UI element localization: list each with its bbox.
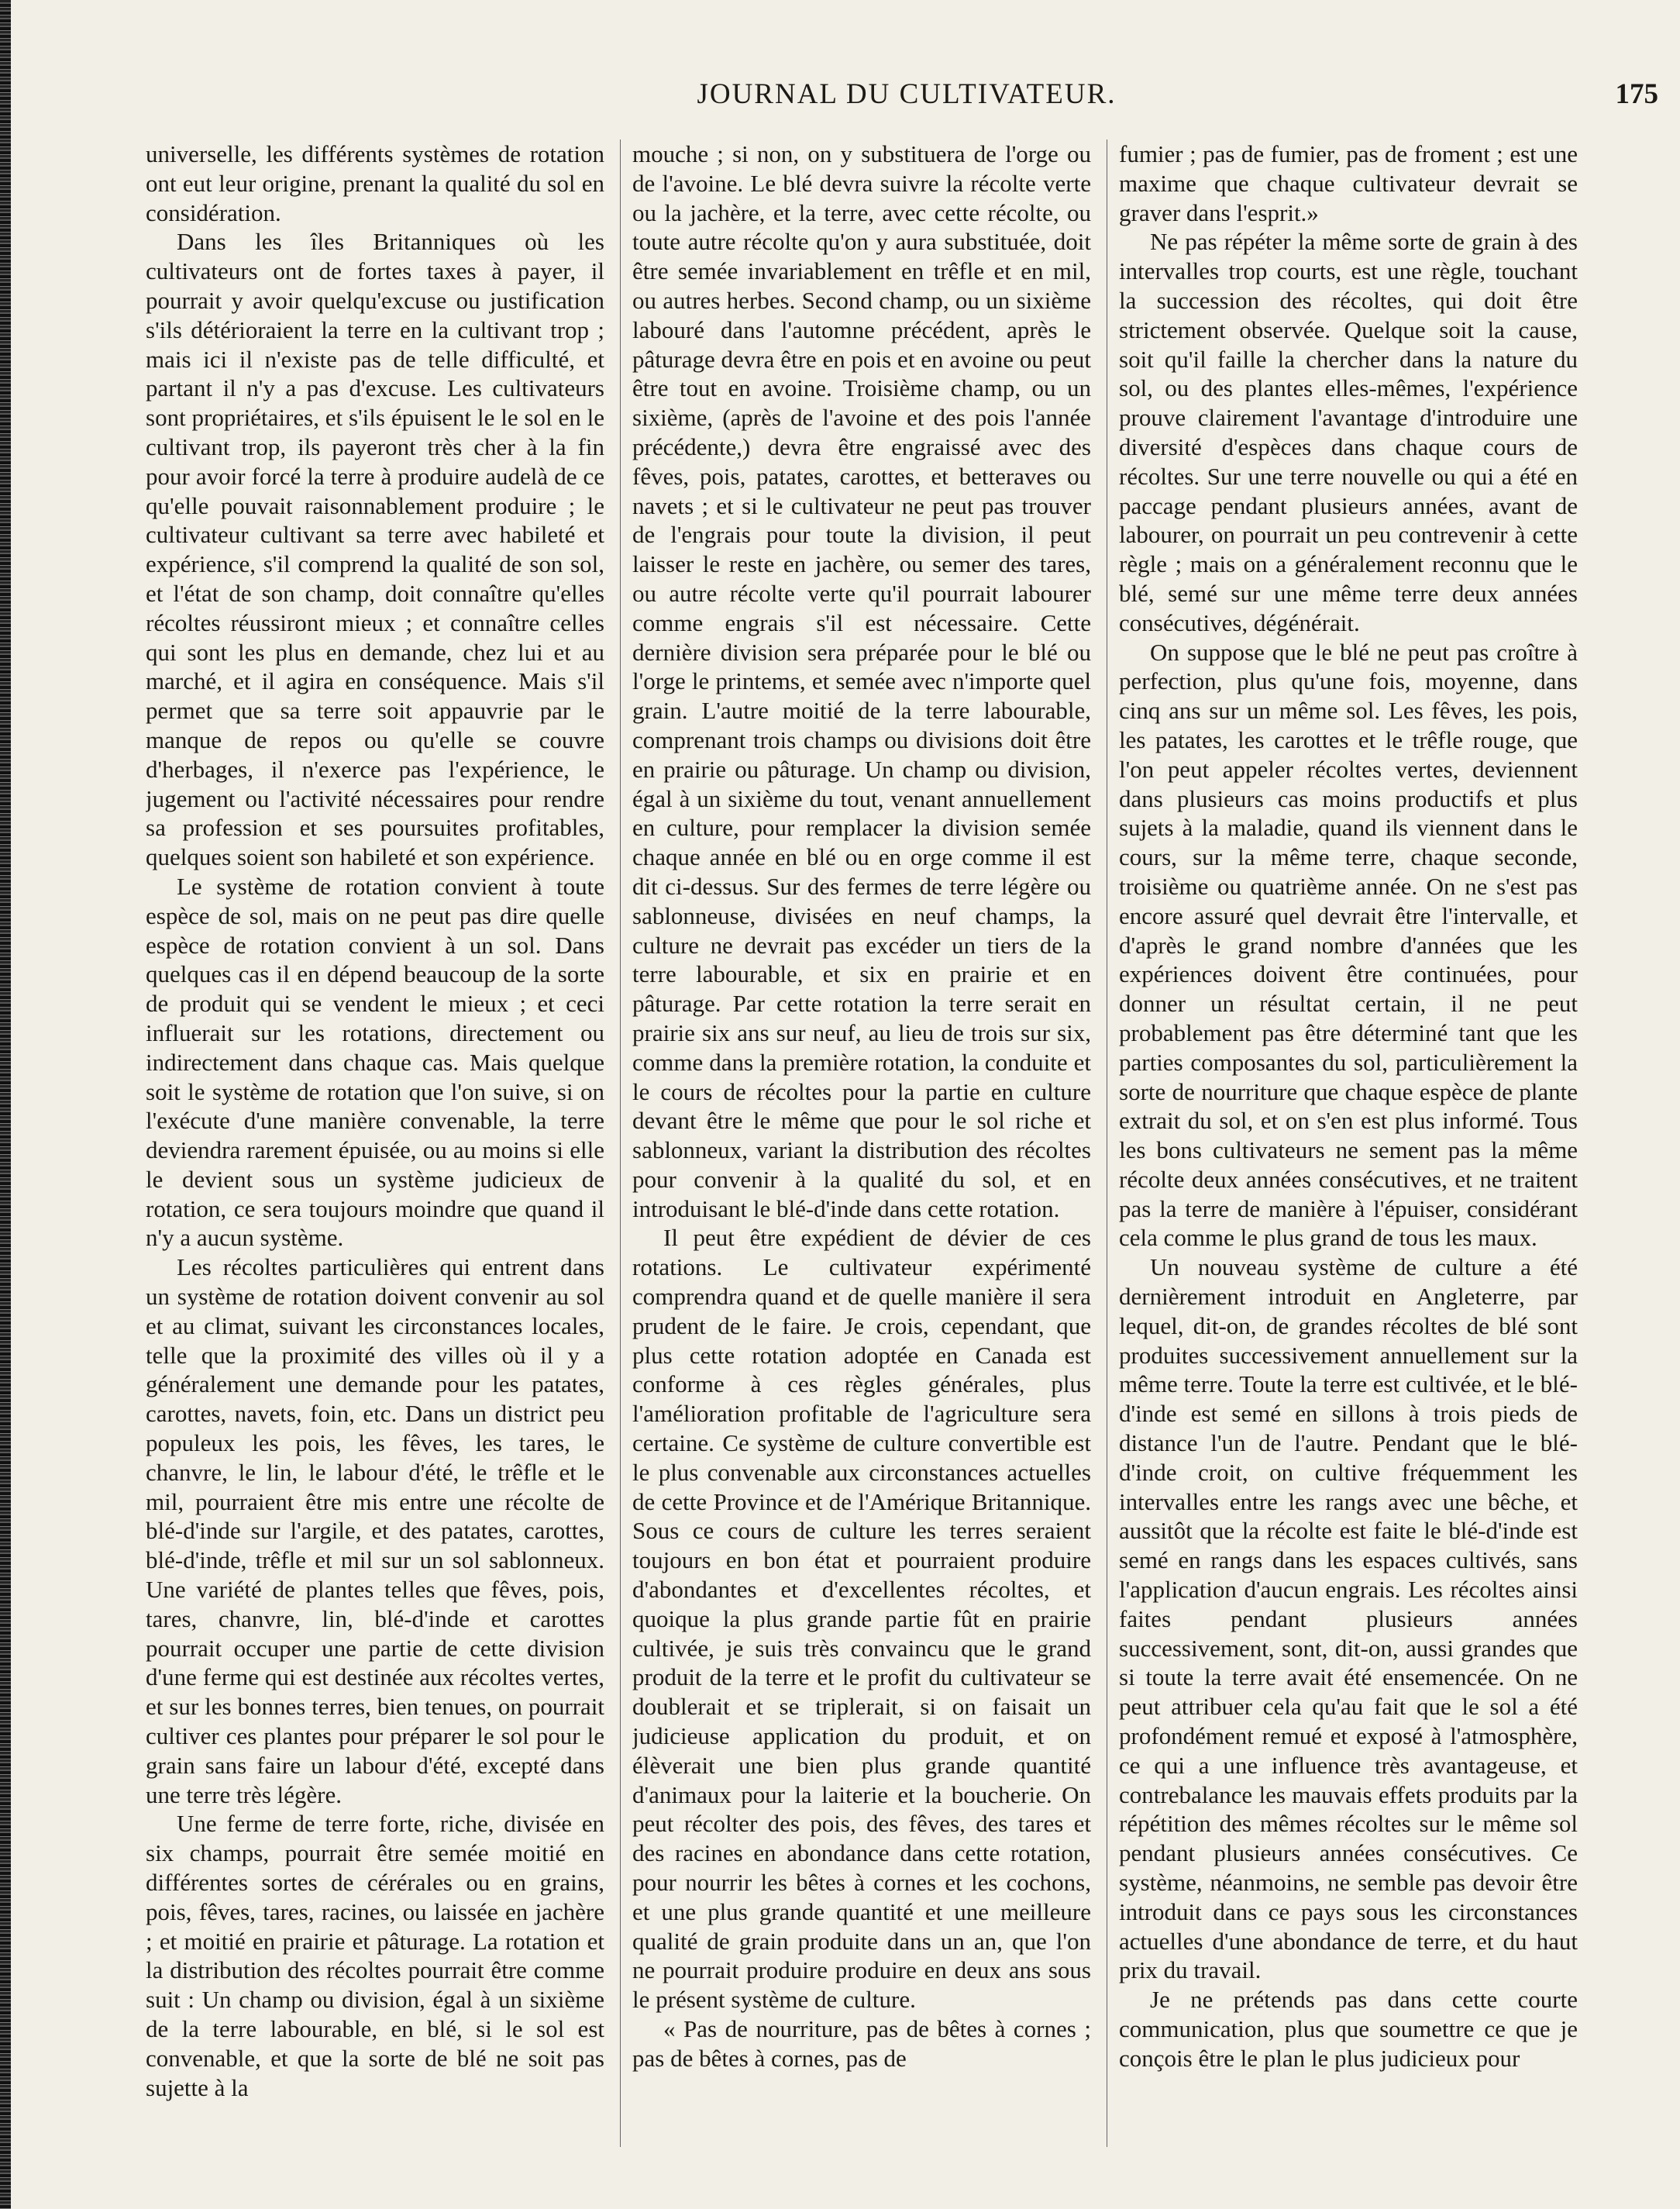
paragraph: Le système de rotation convient à toute espèce de sol, mais on ne peut pas dire quelle espèce de rotation convient à un sol. Dans quelques cas il en dépend beaucoup de la sorte de produit qui se vendent le mieux ; et ceci influerait sur les rotations, directement ou indirectement dans chaque cas. Mais quelque soit le système de rotation que l'on suive, si on l'exécute d'une manière convenable, la terre deviendra rarement épuisée, ou au moins si elle le devient sous un système judicieux de rotation, ce sera toujours moindre que quand il n'y a aucun système. [146, 872, 604, 1252]
paragraph: Un nouveau système de culture a été dernièrement introduit en Angleterre, par lequel, dit-on, de grandes récoltes de blé sont produites successivement annuellement sur la même terre. Toute la terre est cultivée, et le blé-d'inde est semé en sillons à trois pieds de distance l'un de l'autre. Pendant que le blé-d'inde croit, on cultive fréquemment les intervalles entre les rangs avec une bêche, et aussitôt que la récolte est faite le blé-d'inde est semé en rangs dans les espaces cultivés, sans l'application d'aucun engrais. Les récoltes ainsi faites pendant plusieurs années successivement, sont, dit-on, aussi grandes que si toute la terre avait été ensemencée. On ne peut attribuer cela qu'au fait que le sol a été profondément remué et exposé à l'atmosphère, ce qui a une influence très avantageuse, et contrebalance les mauvais effets produits par la répétition des mêmes récoltes sur le même sol pendant plusieurs années consécutives. Ce système, néanmoins, ne semble pas devoir être introduit dans ce pays sous les circonstances actuelles d'une abondance de terre, et du haut prix du travail. [1119, 1253, 1578, 1984]
paragraph: mouche ; si non, on y substituera de l'orge ou de l'avoine. Le blé devra suivre la récolte verte ou la jachère, et la terre, avec cette récolte, ou toute autre récolte qu'on y aura substituée, doit être semée invariablement en trêfle et en mil, ou autres herbes. Second champ, ou un sixième labouré dans l'automne précédent, après le pâturage devra être en pois et en avoine ou peut être tout en avoine. Troisième champ, ou un sixième, (après de l'avoine et des pois l'année précédente,) devra être engraissé avec des fêves, pois, patates, carottes, et betteraves ou navets ; et si le cultivateur ne peut pas trouver de l'engrais pour toute la division, il peut laisser le reste en jachère, ou semer des tares, ou autre récolte verte qu'il pourrait labourer comme engrais s'il est nécessaire. Cette dernière division sera préparée pour le blé ou l'orge le printems, et semée avec n'importe quel grain. L'autre moitié de la terre labourable, comprenant trois champs ou divisions doit être en prairie ou pâturage. Un champ ou division, égal à un sixième du tout, venant annuellement en culture, pour remplacer la division semée chaque année en blé ou en orge comme il est dit ci-dessus. Sur des fermes de terre légère ou sablonneuse, divisées en neuf champs, la culture ne devrait pas excéder un tiers de la terre labourable, et six en prairie et en pâturage. Par cette rotation la terre serait en prairie six ans sur neuf, au lieu de trois sur six, comme dans la première rotation, la conduite et le cours de récoltes pour la partie en culture devant être le même que pour le sol riche et sablonneux, variant la distribution des récoltes pour convenir à la qualité du sol, et en introduisant le blé-d'inde dans cette rotation. [632, 140, 1091, 1222]
text-column-3 [1119, 140, 1578, 2170]
scan-edge [0, 0, 11, 2209]
column-divider [620, 140, 621, 2147]
paragraph: Dans les îles Britanniques où les cultivateurs ont de fortes taxes à payer, il pourrait y avoir quelqu'excuse ou justification s'ils détérioraient la terre en la cultivant trop ; mais ici il n'existe pas de telle difficulté, et partant il n'y a pas d'excuse. Les cultivateurs sont propriétaires, et s'ils épuisent le le sol en le cultivant trop, ils payeront très cher à la fin pour avoir forcé la terre à produire audelà de ce qu'elle pouvait raisonnablement produire ; le cultivateur cultivant sa terre avec habileté et expérience, s'il comprend la qualité de son sol, et l'état de son champ, doit connaître qu'elles récoltes réussiront mieux ; et connaître celles qui sont les plus en demande, chez lui et au marché, et il agira en conséquence. Mais s'il permet que sa terre soit appauvrie par le manque de repos ou qu'elle se couvre d'herbages, il n'exerce pas l'expérience, le jugement ou l'activité nécessaires pour rendre sa profession et ses poursuites profitables, quelques soient son habileté et son expérience. [146, 228, 604, 871]
page-header [139, 78, 1658, 124]
paragraph: Ne pas répéter la même sorte de grain à des intervalles trop courts, est une règle, touchant la succession des récoltes, qui doit être strictement observée. Quelque soit la cause, soit qu'il faille la chercher dans la nature du sol, ou des plantes elles-mêmes, l'expérience prouve clairement l'avantage d'introduire une diversité d'espèces dans chaque cours de récoltes. Sur une terre nouvelle ou qui a été en paccage pendant plusieurs années, avant de labourer, on pourrait un peu contrevenir à cette règle ; mais on a généralement reconnu que le blé, semé sur une même terre deux années consécutives, dégénérait. [1119, 228, 1578, 636]
paragraph: Une ferme de terre forte, riche, divisée en six champs, pourrait être semée moitié en différentes sortes de cérérales ou en grains, pois, fêves, tares, racines, ou laissée en jachère ; et moitié en prairie et pâturage. La rotation et la distribution des récoltes pourrait être comme suit : Un champ ou division, égal à un sixième de la terre labourable, en blé, si le sol est convenable, et que la sorte de blé ne soit pas sujette à la [146, 1810, 604, 2101]
paragraph: universelle, les différents systèmes de rotation ont eut leur origine, prenant la qualité du sol en considération. [146, 140, 604, 226]
paragraph: Je ne prétends pas dans cette courte communication, plus que soumettre ce que je conçois être le plan le plus judicieux pour [1119, 1986, 1578, 2072]
paragraph: fumier ; pas de fumier, pas de froment ; est une maxime que chaque cultivateur devrait se graver dans l'esprit.» [1119, 140, 1578, 226]
paragraph: « Pas de nourriture, pas de bêtes à cornes ; pas de bêtes à cornes, pas de [632, 2015, 1091, 2072]
text-column-1 [146, 140, 604, 2170]
journal-title: JOURNAL DU CULTIVATEUR. [697, 78, 1117, 110]
page-number: 175 [1615, 78, 1658, 110]
paragraph: On suppose que le blé ne peut pas croître à perfection, plus qu'une fois, moyenne, dans cinq ans sur un même sol. Les fêves, les pois, les patates, les carottes et le trêfle rouge, que l'on peut appeler récoltes vertes, deviennent dans plusieurs cas moins productifs et plus sujets à la maladie, quand ils viennent dans le cours, sur la même terre, chaque seconde, troisième ou quatrième année. On ne s'est pas encore assuré quel devrait être l'intervalle, et d'après le grand nombre d'années que les expériences doivent être continuées, pour donner un résultat certain, il ne peut probablement pas être déterminé tant que les parties composantes du sol, particulièrement la sorte de nourriture que chaque espèce de plante extrait du sol, et on s'en est plus informé. Tous les bons cultivateurs ne sement pas la même récolte deux années consécutives, et ne traitent pas la terre de manière à l'épuiser, considérant cela comme le plus grand de tous les maux. [1119, 638, 1578, 1252]
paragraph: Les récoltes particulières qui entrent dans un système de rotation doivent convenir au sol et au climat, suivant les circonstances locales, telle que la proximité des villes où il y a généralement une demande pour les patates, carottes, navets, foin, etc. Dans un district peu populeux les pois, les fêves, les tares, le chanvre, le lin, le labour d'été, le trêfle et le mil, pourraient être mis entre une récolte de blé-d'inde sur l'argile, et des patates, carottes, blé-d'inde, trêfle et mil sur un sol sablonneux. Une variété de plantes telles que fêves, pois, tares, chanvre, lin, blé-d'inde et carottes pourrait occuper une partie de cette division d'une ferme qui est destinée aux récoltes vertes, et sur les bonnes terres, bien tenues, on pourrait cultiver ces plantes pour préparer le sol pour le grain sans faire un labour d'été, excepté dans une terre très légère. [146, 1253, 604, 1808]
text-column-2 [632, 140, 1091, 2170]
paragraph: Il peut être expédient de dévier de ces rotations. Le cultivateur expérimenté comprendra quand et de quelle manière il sera prudent de le faire. Je crois, cependant, que plus cette rotation adoptée en Canada est conforme à ces règles générales, plus l'amélioration profitable de l'agriculture sera certaine. Ce système de culture convertible est le plus convenable aux circonstances actuelles de cette Province et de l'Amérique Britannique. Sous ce cours de culture les terres seraient toujours en bon état et pourraient produire d'abondantes et d'excellentes récoltes, et quoique la plus grande partie fût en prairie cultivée, je suis très convaincu que le grand produit de la terre et le profit du cultivateur se doublerait et se triplerait, si on faisait un judicieuse application du produit, et on élèverait une bien plus grande quantité d'animaux pour la laiterie et la boucherie. On peut récolter des pois, des fêves, des tares et des racines en abondance dans cette rotation, pour nourrir les bêtes à cornes et les cochons, et une plus grande quantité et une meilleure qualité de grain produite dans un an, que l'on ne pourrait produire produire en deux ans sous le présent système de culture. [632, 1224, 1091, 2014]
